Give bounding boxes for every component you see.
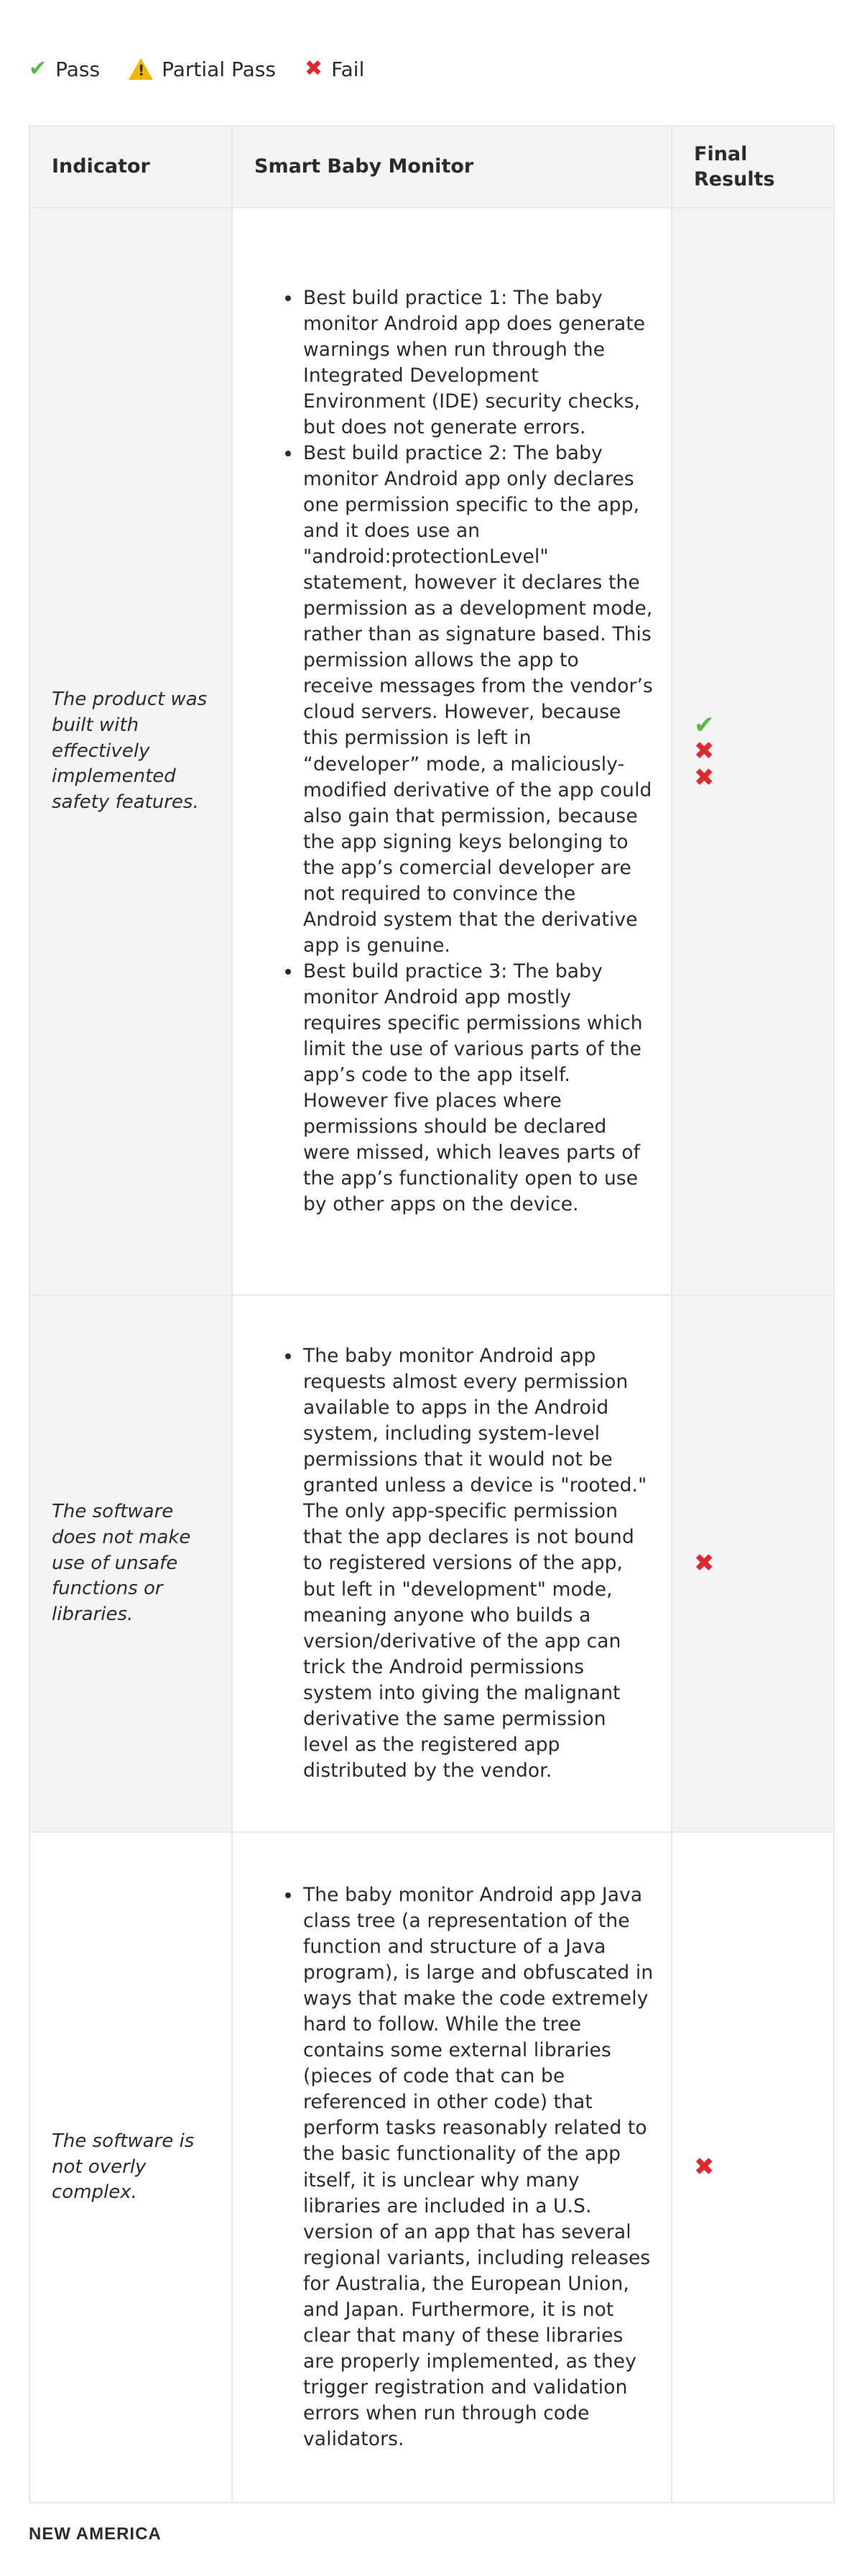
legend-fail xyxy=(305,58,364,81)
results-cell xyxy=(672,1832,834,2503)
indicator-cell: The software is not overly complex. xyxy=(29,1832,232,2503)
header-indicator: Indicator xyxy=(29,126,232,208)
cross-icon: ✖ xyxy=(694,1549,715,1578)
legend xyxy=(29,53,393,85)
finding-item: • The baby monitor Android app Java class tree (a representation of the function and structure of a Java program), is large and obfuscated in ways that make the code extremely hard to follow. While the tree contains some external libraries (pieces of code that can be referenced in other code) that perform tasks reasonably related to the basic functionality of the app itself, it is unclear why many libraries are included in a U.S. version of an app that has several regional variants, including releases for Australia, the European Union, and Japan. Furthermore, it is not clear that many of these libraries are properly implemented, as they trigger registration and validation errors when run through code validators. xyxy=(302,1882,654,2452)
findings-cell xyxy=(232,1832,672,2503)
finding-item: • Best build practice 2: The baby monitor Android app only declares one permission specific to the app, and it does use an "android:protectionLevel" statement, however it declares the permission as a development mode, rather than as signature based. This permission allows the app to receive messages from the vendor’s cloud servers. However, because this permission is left in “developer” mode, a maliciously-modified derivative of the app could also gain that permission, because the app signing keys belonging to the app’s comercial developer are not required to convince the Android system that the derivative app is genuine. xyxy=(302,441,654,959)
cross-icon: ✖ xyxy=(304,56,323,81)
indicator-cell: The software does not make use of unsafe functions or libraries. xyxy=(29,1295,232,1832)
finding-item: • Best build practice 3: The baby monitor Android app mostly requires specific permissions which limit the use of various parts of the app’s code to the app itself. However five places where permissions should be declared were missed, which leaves parts of the app’s functionality open to use by other apps on the device. xyxy=(302,959,654,1218)
findings-list xyxy=(254,1882,654,2452)
finding-item: • The baby monitor Android app requests almost every permission available to apps in the Android system, including system-level permissions that it would not be granted unless a device is "rooted." The only app-specific permission that the app declares is not bound to registered versions of the app, but left in "development" mode, meaning anyone who builds a version/derivative of the app can trick the Android permissions system into giving the malignant derivative the same permission level as the registered app distributed by the vendor. xyxy=(302,1343,654,1784)
cross-icon: ✖ xyxy=(694,2153,715,2182)
check-icon: ✔ xyxy=(694,711,715,740)
legend-pass-label: Pass xyxy=(55,57,101,81)
brand-logo: NEW AMERICA xyxy=(29,2524,162,2544)
evaluation-table xyxy=(29,125,835,2503)
table-row xyxy=(29,1295,834,1832)
results-cell xyxy=(672,208,834,1295)
findings-cell xyxy=(232,208,672,1295)
header-results: Final Results xyxy=(672,126,834,208)
cross-icon: ✖ xyxy=(694,737,715,766)
warning-icon xyxy=(129,58,153,80)
legend-partial-label: Partial Pass xyxy=(162,57,276,81)
results-cell xyxy=(672,1295,834,1832)
table-row xyxy=(29,1832,834,2503)
indicator-cell: The product was built with effectively implemented safety features. xyxy=(29,208,232,1295)
table-header-row xyxy=(29,126,834,208)
legend-partial xyxy=(129,58,276,81)
finding-item: • Best build practice 1: The baby monitor Android app does generate warnings when run through the Integrated Development Environment (IDE) security checks, but does not generate errors. xyxy=(302,285,654,441)
cross-icon: ✖ xyxy=(694,763,715,792)
check-icon: ✔ xyxy=(29,56,47,81)
header-product: Smart Baby Monitor xyxy=(232,126,672,208)
findings-list xyxy=(254,285,654,1218)
findings-cell xyxy=(232,1295,672,1832)
findings-list xyxy=(254,1343,654,1784)
table-row xyxy=(29,208,834,1295)
legend-pass xyxy=(29,58,100,81)
legend-fail-label: Fail xyxy=(331,57,365,81)
